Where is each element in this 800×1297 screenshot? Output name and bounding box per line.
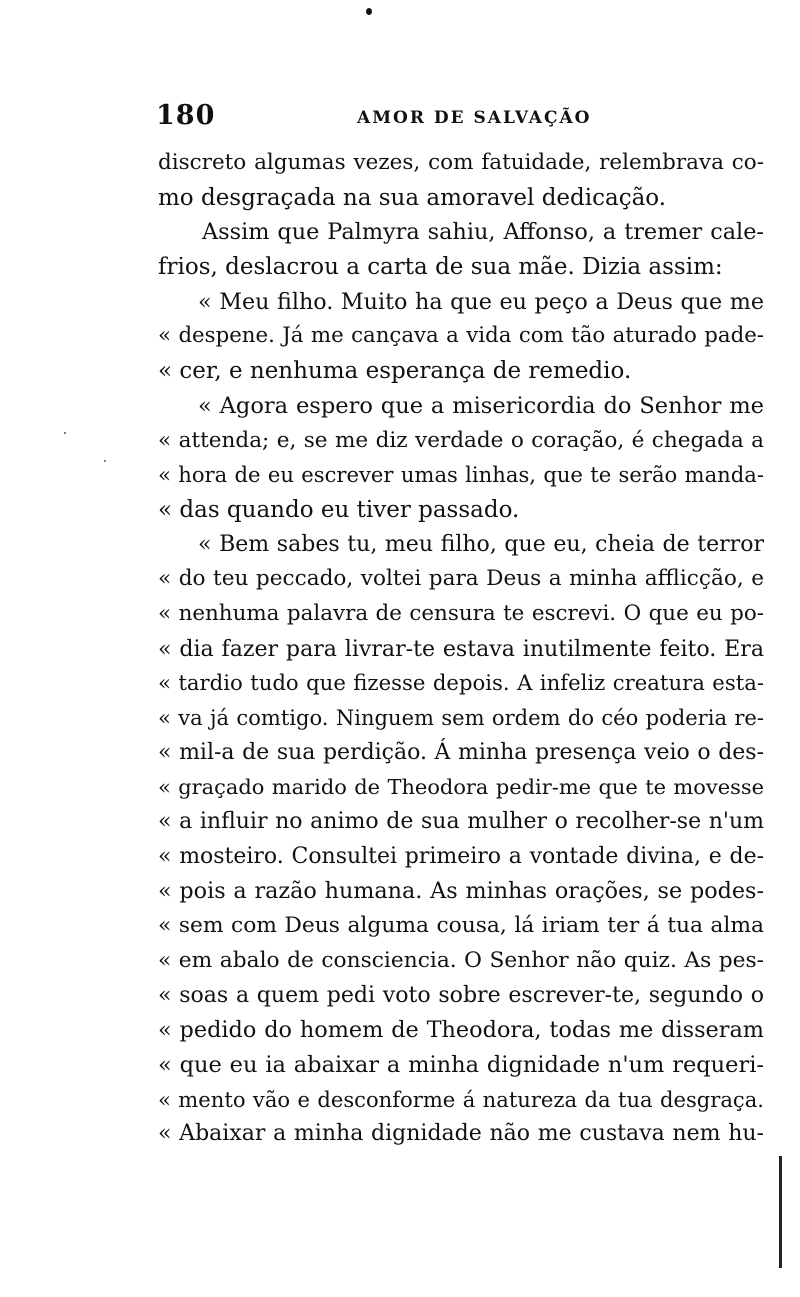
text-line: « va já comtigo. Ninguem sem ordem do céo poderia re- bbox=[158, 705, 764, 730]
running-title: AMOR DE SALVAÇÃO bbox=[357, 108, 592, 128]
text-line: « Abaixar a minha dignidade não me custava nem hu- bbox=[158, 1121, 764, 1147]
text-line: « attenda; e, se me diz verdade o coração, é chegada a bbox=[158, 427, 764, 453]
text-line: mo desgraçada na sua amoravel dedicação. bbox=[158, 184, 667, 211]
text-line: « em abalo de consciencia. O Senhor não quiz. As pes- bbox=[158, 947, 764, 973]
margin-rule bbox=[779, 1156, 782, 1268]
body-text bbox=[158, 146, 764, 1152]
text-line: « do teu peccado, voltei para Deus a minha afflicção, e bbox=[158, 566, 764, 592]
text-line: « nenhuma palavra de censura te escrevi. O que eu po- bbox=[158, 600, 764, 626]
text-line: « Agora espero que a misericordia do Senhor me bbox=[198, 392, 764, 419]
text-line: « que eu ia abaixar a minha dignidade n'um requeri- bbox=[158, 1051, 764, 1078]
text-line: « soas a quem pedi voto sobre escrever-te, segundo o bbox=[158, 982, 764, 1008]
text-line: « Meu filho. Muito ha que eu peço a Deus que me bbox=[198, 288, 764, 315]
text-line: « mento vão e desconforme á natureza da tua desgraça. bbox=[158, 1086, 764, 1112]
text-line: « tardio tudo que fizesse depois. A infeliz creatura esta- bbox=[158, 670, 764, 696]
text-line: « sem com Deus alguma cousa, lá iriam ter á tua alma bbox=[158, 913, 764, 939]
text-line: « hora de eu escrever umas linhas, que te serão manda- bbox=[158, 462, 764, 488]
ink-dot bbox=[366, 8, 372, 15]
text-line: « a influir no animo de sua mulher o recolher-se n'um bbox=[158, 809, 764, 835]
text-line: « cer, e nenhuma esperança de remedio. bbox=[158, 358, 632, 385]
text-line: « despene. Já me cançava a vida com tão aturado pade- bbox=[158, 323, 764, 349]
page-number: 180 bbox=[156, 100, 216, 131]
text-line: « dia fazer para livrar-te estava inutilmente feito. Era bbox=[158, 635, 764, 662]
text-line: « pois a razão humana. As minhas orações, se podes- bbox=[158, 878, 764, 905]
scan-speck bbox=[104, 460, 106, 462]
scan-speck bbox=[64, 432, 66, 434]
text-line: Assim que Palmyra sahiu, Affonso, a tremer cale- bbox=[202, 219, 764, 246]
text-line: « Bem sabes tu, meu filho, que eu, cheia de terror bbox=[198, 531, 764, 557]
text-line: « pedido do homem de Theodora, todas me disseram bbox=[158, 1017, 764, 1044]
text-line: « graçado marido de Theodora pedir-me que te movesse bbox=[158, 775, 764, 800]
page-header bbox=[156, 100, 776, 134]
text-line: « mosteiro. Consultei primeiro a vontade divina, e de- bbox=[158, 843, 764, 869]
text-line: frios, deslacrou a carta de sua mãe. Dizia assim: bbox=[158, 254, 723, 281]
text-line: « das quando eu tiver passado. bbox=[158, 496, 520, 523]
text-line: « mil-a de sua perdição. Á minha presença veio o des- bbox=[158, 739, 764, 765]
text-line: discreto algumas vezes, com fatuidade, relembrava co- bbox=[158, 150, 764, 175]
